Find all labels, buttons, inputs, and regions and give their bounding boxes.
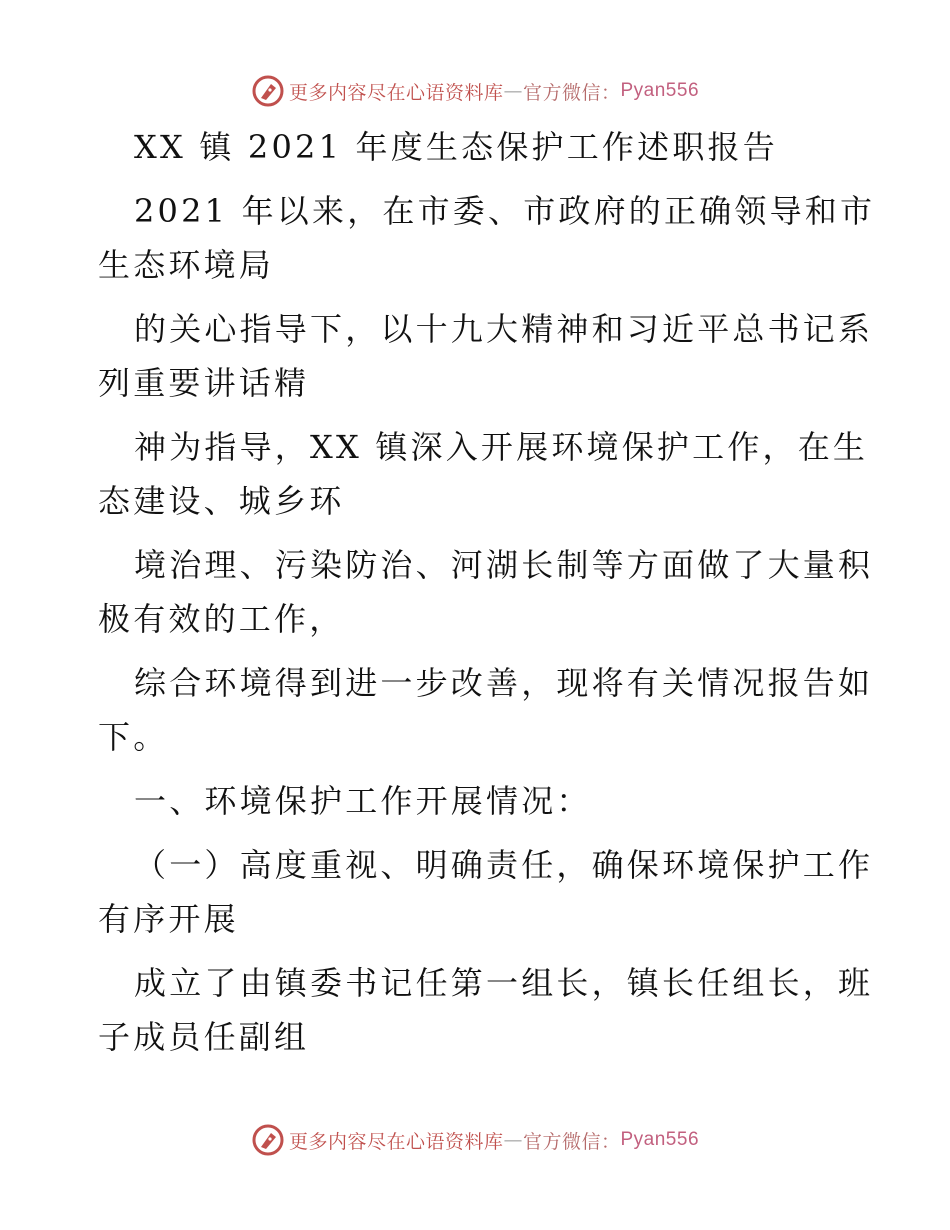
paragraph-line: 极有效的工作，	[98, 600, 345, 638]
paragraph-line: 境治理、污染防治、河湖长制等方面做了大量积	[134, 546, 874, 584]
banner-brand-text: 更多内容尽在心语资料库	[288, 1130, 504, 1153]
document-body	[98, 120, 876, 1064]
banner-wechat-handle: Pyan556	[620, 1129, 700, 1150]
pen-nib-circle-icon	[251, 74, 285, 108]
footer-watermark-banner	[0, 1120, 950, 1160]
document-title: XX 镇 2021 年度生态保护工作述职报告	[134, 128, 778, 166]
subsection-heading-continued: 有序开展	[98, 900, 239, 938]
paragraph-line: 下。	[98, 718, 169, 756]
paragraph-line: 子成员任副组	[98, 1018, 310, 1056]
banner-dash: —	[503, 1129, 523, 1151]
section-heading: 一、环境保护工作开展情况：	[134, 782, 592, 820]
pen-nib-circle-icon	[251, 1123, 285, 1157]
banner-wechat-handle: Pyan556	[620, 80, 700, 101]
paragraph-line: 生态环境局	[98, 246, 275, 284]
banner-official-label: 官方微信：	[522, 1130, 621, 1153]
paragraph-line: 列重要讲话精	[98, 364, 310, 402]
header-watermark-banner	[0, 71, 950, 111]
paragraph-line: 成立了由镇委书记任第一组长，镇长任组长，班	[134, 964, 874, 1002]
paragraph-line: 态建设、城乡环	[98, 482, 345, 520]
paragraph-line: 综合环境得到进一步改善，现将有关情况报告如	[134, 664, 874, 702]
paragraph-line: 的关心指导下，以十九大精神和习近平总书记系	[134, 310, 874, 348]
subsection-heading: （一）高度重视、明确责任，确保环境保护工作	[134, 846, 874, 884]
banner-official-label: 官方微信：	[522, 81, 621, 104]
banner-dash: —	[503, 80, 523, 102]
banner-brand-text: 更多内容尽在心语资料库	[288, 81, 504, 104]
paragraph-line: 2021 年以来，在市委、市政府的正确领导和市	[134, 192, 876, 230]
paragraph-line: 神为指导，XX 镇深入开展环境保护工作，在生	[134, 428, 869, 466]
